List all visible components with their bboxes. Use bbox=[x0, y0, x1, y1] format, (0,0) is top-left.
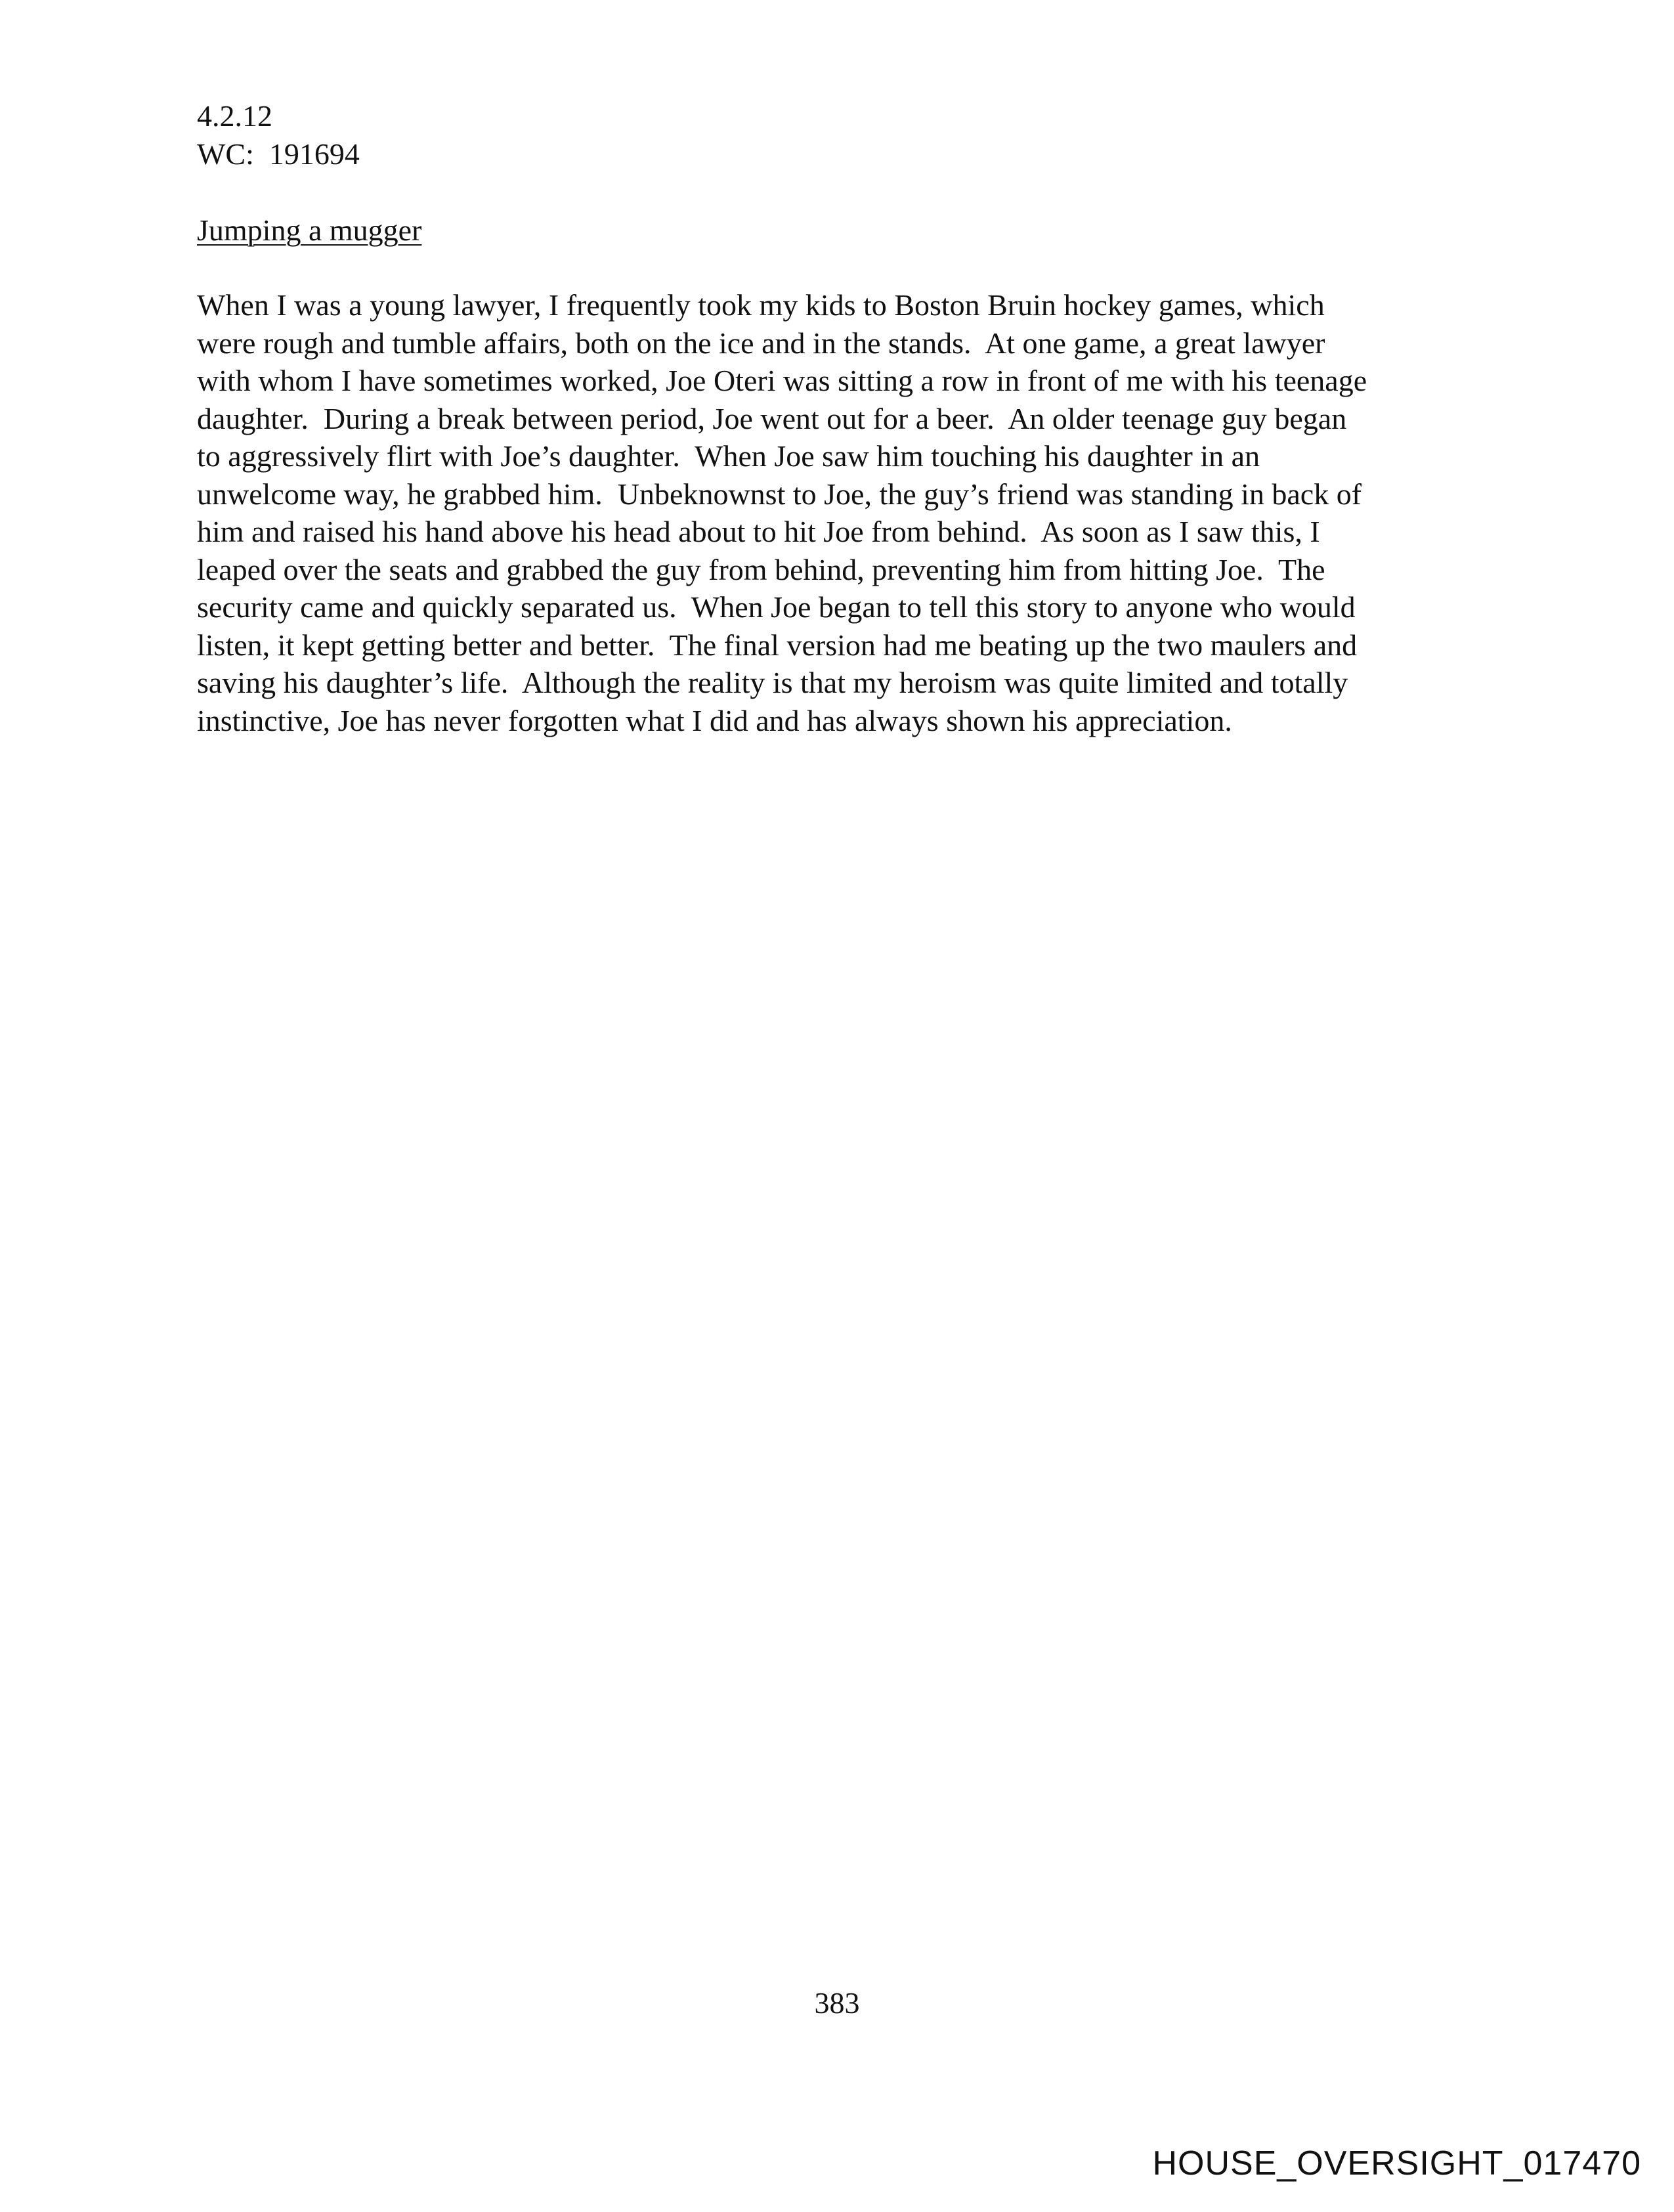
body-line: listen, it kept getting better and better. The final version had me beating up the two maulers and bbox=[197, 628, 1358, 662]
body-line: instinctive, Joe has never forgotten what I did and has always shown his appreciation. bbox=[197, 703, 1232, 737]
body-line: to aggressively flirt with Joe’s daughter. When Joe saw him touching his daughter in an bbox=[197, 439, 1260, 473]
body-line: daughter. During a break between period, Joe went out for a beer. An older teenage guy began bbox=[197, 401, 1347, 435]
word-count: WC: 191694 bbox=[197, 137, 360, 171]
section-title: Jumping a mugger bbox=[197, 213, 422, 247]
body-line: with whom I have sometimes worked, Joe Oteri was sitting a row in front of me with his teenage bbox=[197, 364, 1367, 397]
body-line: leaped over the seats and grabbed the guy from behind, preventing him from hitting Joe. The bbox=[197, 552, 1325, 586]
page-number: 383 bbox=[814, 1986, 860, 2020]
body-line: unwelcome way, he grabbed him. Unbeknownst to Joe, the guy’s friend was standing in back of bbox=[197, 477, 1362, 511]
document-header bbox=[197, 97, 360, 173]
body-line: him and raised his hand above his head about to hit Joe from behind. As soon as I saw this, I bbox=[197, 515, 1320, 548]
body-line: When I was a young lawyer, I frequently took my kids to Boston Bruin hockey games, which bbox=[197, 288, 1325, 322]
body-paragraph bbox=[197, 286, 1484, 739]
document-date: 4.2.12 bbox=[197, 99, 272, 133]
body-line: security came and quickly separated us. When Joe began to tell this story to anyone who would bbox=[197, 590, 1356, 624]
bates-number: HOUSE_OVERSIGHT_017470 bbox=[1152, 2144, 1641, 2182]
body-line: were rough and tumble affairs, both on the ice and in the stands. At one game, a great lawyer bbox=[197, 326, 1325, 360]
body-line: saving his daughter’s life. Although the reality is that my heroism was quite limited and totally bbox=[197, 666, 1348, 699]
